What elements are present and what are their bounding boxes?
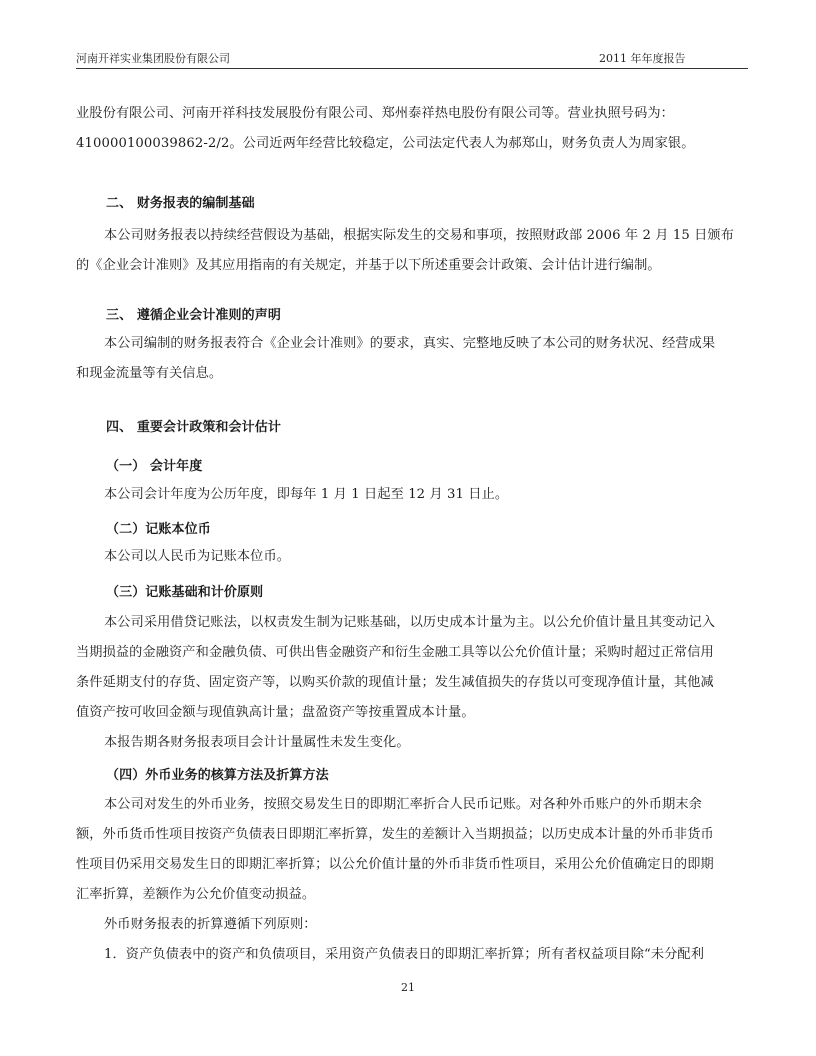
page-number: 21 [401,981,415,994]
paragraph-line: 业股份有限公司、河南开祥科技发展股份有限公司、郑州泰祥热电股份有限公司等。营业执照号码为： [76,106,674,121]
section-heading: 三、 遵循企业会计准则的声明 [106,308,281,323]
section-heading: 四、 重要会计政策和会计估计 [106,420,281,435]
paragraph-line: 本公司财务报表以持续经营假设为基础，根据实际发生的交易和事项，按照财政部 2006 年 2 月 15 日颁布 [104,228,734,243]
page-header [76,48,748,69]
paragraph-line: 汇率折算，差额作为公允价值变动损益。 [76,887,316,902]
paragraph-line: 和现金流量等有关信息。 [76,366,223,381]
paragraph-line: 本公司编制的财务报表符合《企业会计准则》的要求，真实、完整地反映了本公司的财务状况、经营成果 [104,336,716,351]
paragraph-line: 本公司会计年度为公历年度，即每年 1 月 1 日起至 12 月 31 日止。 [104,487,509,502]
header-company-name: 河南开祥实业集团股份有限公司 [76,52,230,65]
section-heading: 二、 财务报表的编制基础 [106,196,255,211]
paragraph-line: 的《企业会计准则》及其应用指南的有关规定，并基于以下所述重要会计政策、会计估计进行编制。 [76,258,661,273]
paragraph-line: 本公司以人民币为记账本位币。 [104,549,291,564]
paragraph-line: 当期损益的金融资产和金融负债、可供出售金融资产和衍生金融工具等以公允价值计量；采购时超过正常信用 [76,645,714,660]
paragraph-line: 1．资产负债表中的资产和负债项目，采用资产负债表日的即期汇率折算；所有者权益项目除“未分配利 [104,947,704,962]
paragraph-line: 额，外币货币性项目按资产负债表日即期汇率折算，发生的差额计入当期损益；以历史成本计量的外币非货币 [76,827,714,842]
paragraph-line: 性项目仍采用交易发生日的即期汇率折算；以公允价值计量的外币非货币性项目，采用公允价值确定日的即期 [76,857,714,872]
subsection-heading: （一） 会计年度 [106,459,203,474]
paragraph-line: 条件延期支付的存货、固定资产等，以购买价款的现值计量；发生减值损失的存货以可变现净值计量，其他减 [76,675,714,690]
subsection-heading: （四）外币业务的核算方法及折算方法 [106,768,329,783]
header-report-title: 2011 年年度报告 [599,52,686,65]
subsection-heading: （三）记账基础和计价原则 [106,585,264,600]
paragraph-line: 本公司对发生的外币业务，按照交易发生日的即期汇率折合人民币记账。对各种外币账户的外币期末余 [104,797,702,812]
paragraph-line: 本公司采用借贷记账法，以权责发生制为记账基础，以历史成本计量为主。以公允价值计量且其变动记入 [104,615,716,630]
paragraph-line: 本报告期各财务报表项目会计计量属性未发生变化。 [104,735,410,750]
paragraph-line: 410000100039862-2/2。公司近两年经营比较稳定，公司法定代表人为郝郑山，财务负责人为周家银。 [76,136,695,151]
subsection-heading: （二）记账本位币 [106,522,211,537]
paragraph-line: 值资产按可收回金额与现值孰高计量；盘盈资产等按重置成本计量。 [76,705,475,720]
paragraph-line: 外币财务报表的折算遵循下列原则： [104,917,317,932]
